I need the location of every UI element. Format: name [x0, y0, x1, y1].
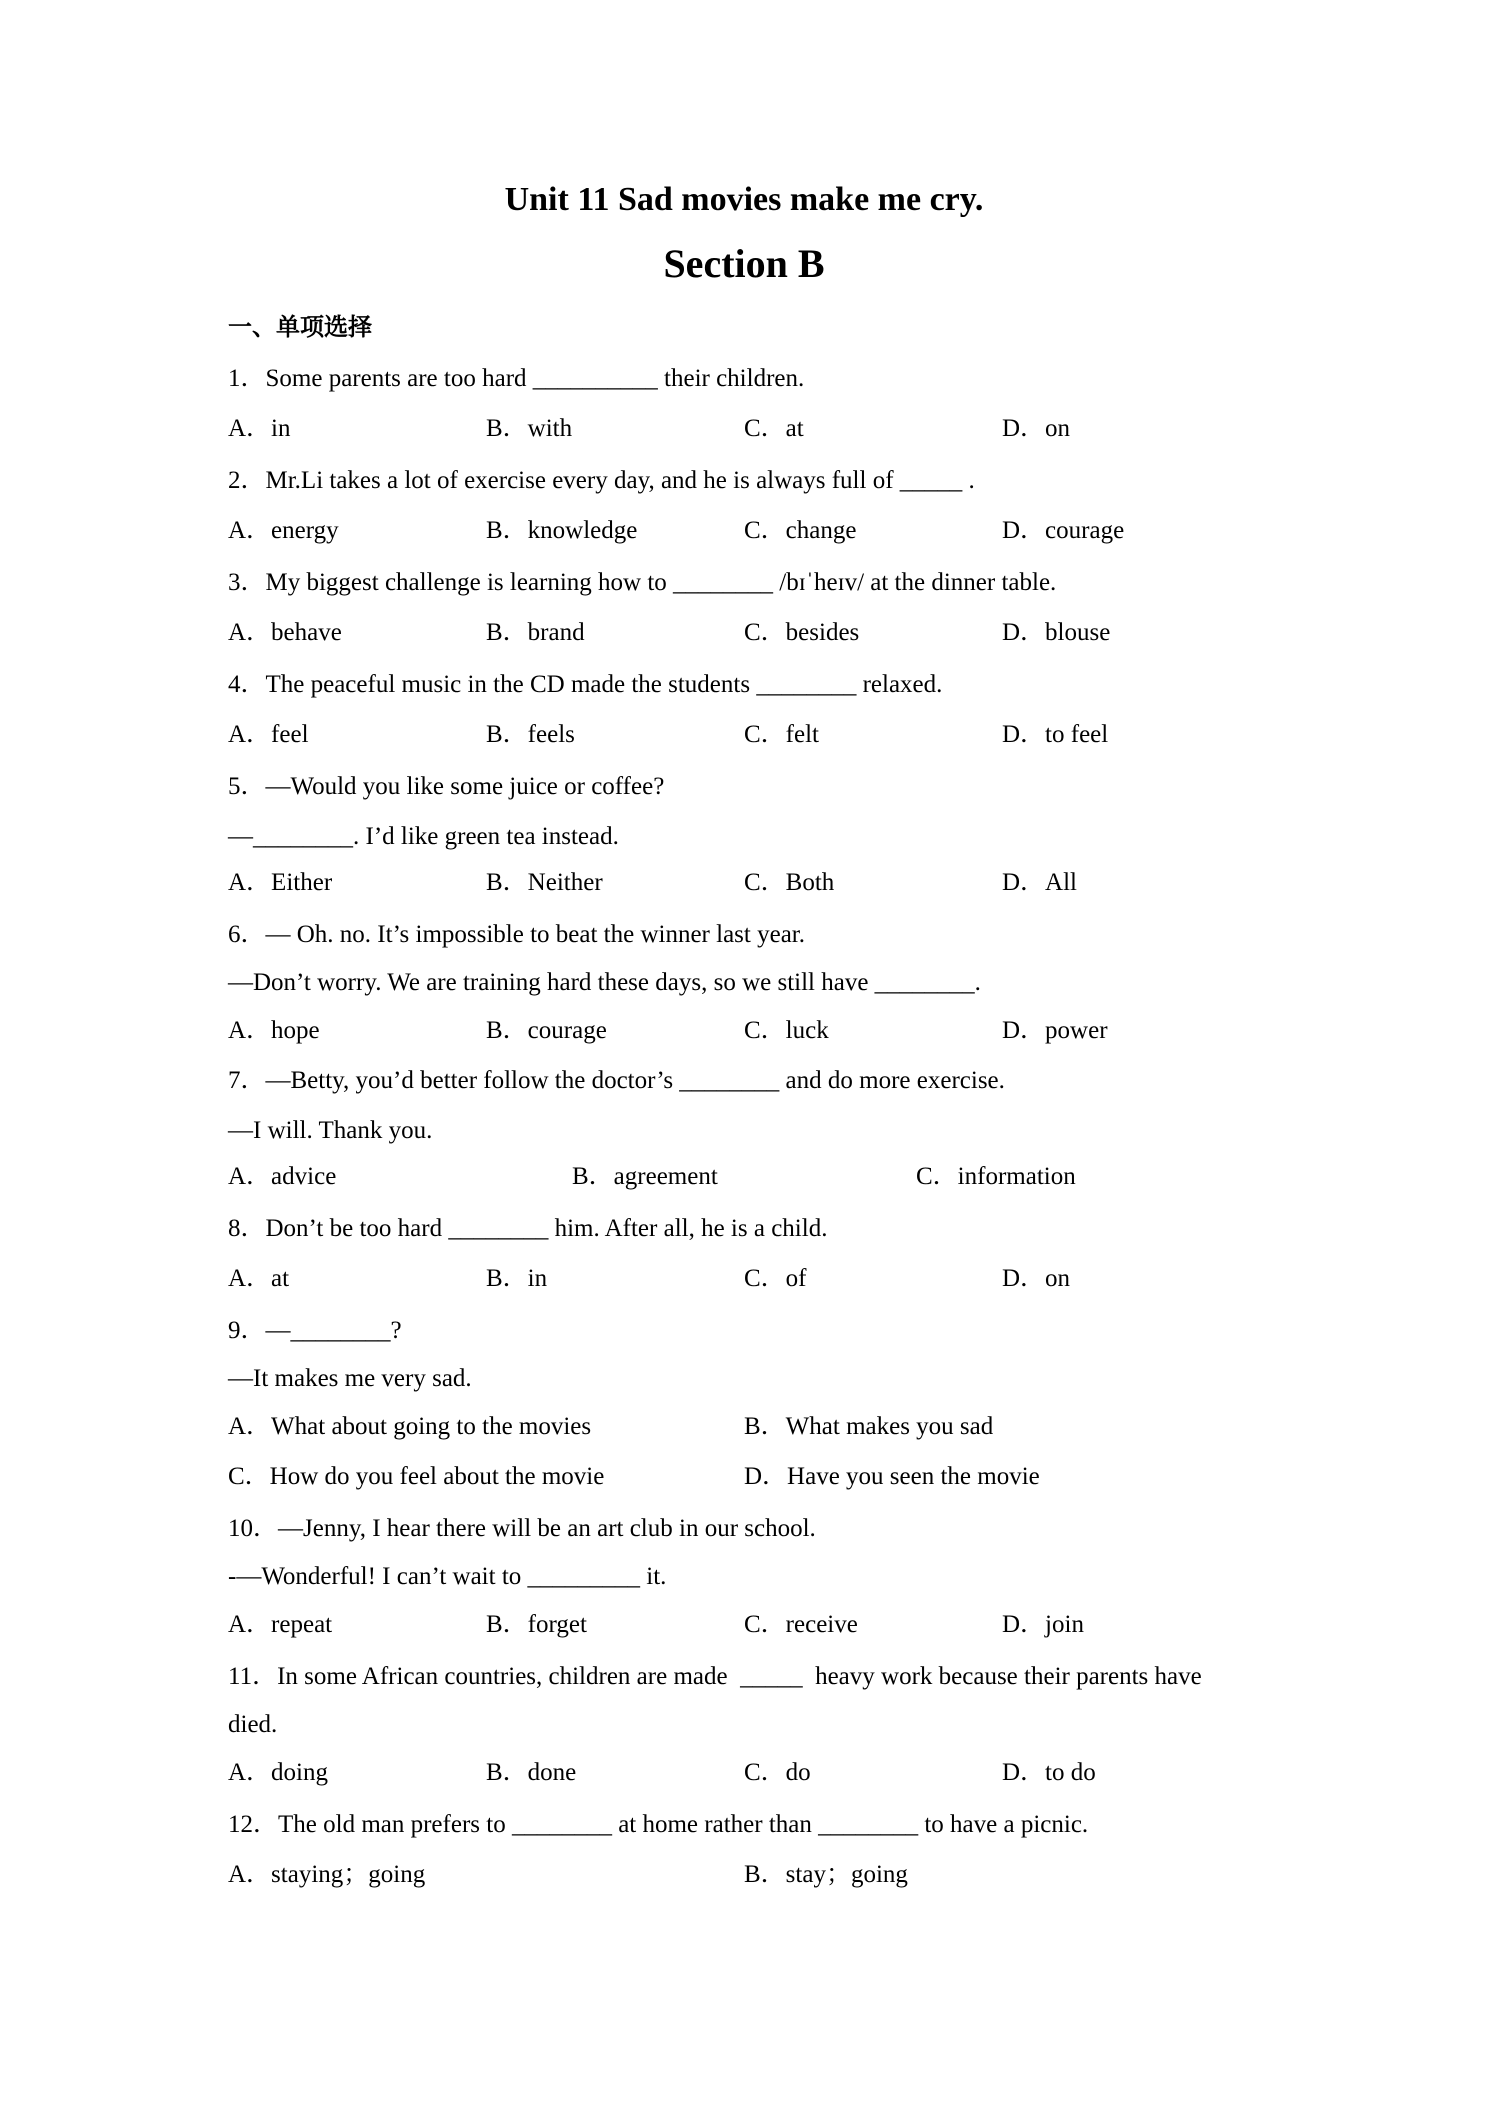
answer-option: A．feel — [228, 721, 309, 748]
answer-option: A．energy — [228, 517, 339, 544]
answer-option: C．besides — [744, 619, 860, 646]
answer-option: B．Neither — [486, 869, 603, 896]
answer-option: B．feels — [486, 721, 575, 748]
answer-option: C．felt — [744, 721, 819, 748]
answer-option: C．How do you feel about the movie — [228, 1463, 605, 1490]
answer-option: A．Either — [228, 869, 333, 896]
answer-option: C．of — [744, 1265, 807, 1292]
answer-option: D．courage — [1002, 517, 1125, 544]
question-stem: 2．Mr.Li takes a lot of exercise every day, and he is always full of _____ . — [228, 467, 975, 494]
answer-option: A．staying；going — [228, 1861, 426, 1888]
question-stem: 1．Some parents are too hard __________ their children. — [228, 365, 805, 392]
answer-option: C．information — [916, 1163, 1076, 1190]
answer-option: A．repeat — [228, 1611, 333, 1638]
answer-option: A．hope — [228, 1017, 320, 1044]
answer-option: D．join — [1002, 1611, 1084, 1638]
answer-option: B．forget — [486, 1611, 587, 1638]
answer-option: D．to feel — [1002, 721, 1109, 748]
answer-option: C．do — [744, 1759, 811, 1786]
answer-option: A．What about going to the movies — [228, 1413, 592, 1440]
answer-option: D．Have you seen the movie — [744, 1463, 1040, 1490]
answer-option: A．behave — [228, 619, 342, 646]
question-continuation: —Don’t worry. We are training hard these days, so we still have ________. — [228, 969, 981, 996]
answer-option: A．in — [228, 415, 291, 442]
question-stem: 12．The old man prefers to ________ at home rather than ________ to have a picnic. — [228, 1811, 1089, 1838]
answer-option: B．courage — [486, 1017, 607, 1044]
page-title: Unit 11 Sad movies make me cry. — [504, 181, 984, 218]
answer-option: C．receive — [744, 1611, 858, 1638]
answer-option: C．Both — [744, 869, 835, 896]
answer-option: D．blouse — [1002, 619, 1111, 646]
question-stem: 3．My biggest challenge is learning how to ________ /bɪˈheɪv/ at the dinner table. — [228, 569, 1057, 596]
page-subtitle: Section B — [663, 241, 825, 286]
question-stem: 11．In some African countries, children are made _____ heavy work because their parents have — [228, 1663, 1202, 1690]
answer-option: D．power — [1002, 1017, 1108, 1044]
answer-option: C．change — [744, 517, 857, 544]
answer-option: A．advice — [228, 1163, 337, 1190]
answer-option: D．on — [1002, 1265, 1071, 1292]
answer-option: B．What makes you sad — [744, 1413, 994, 1440]
answer-option: C．at — [744, 415, 804, 442]
answer-option: B．with — [486, 415, 573, 442]
answer-option: B．knowledge — [486, 517, 638, 544]
question-continuation: died. — [228, 1711, 278, 1738]
answer-option: A．at — [228, 1265, 290, 1292]
question-stem: 4．The peaceful music in the CD made the students ________ relaxed. — [228, 671, 943, 698]
question-stem: 9．—________? — [228, 1317, 402, 1344]
answer-option: B．brand — [486, 619, 585, 646]
answer-option: C．luck — [744, 1017, 829, 1044]
question-continuation: —It makes me very sad. — [228, 1365, 472, 1392]
answer-option: B．agreement — [572, 1163, 718, 1190]
answer-option: A．doing — [228, 1759, 329, 1786]
question-stem: 6．— Oh. no. It’s impossible to beat the winner last year. — [228, 921, 805, 948]
question-stem: 7．—Betty, you’d better follow the doctor’s ________ and do more exercise. — [228, 1067, 1005, 1094]
answer-option: D．on — [1002, 415, 1071, 442]
answer-option: D．All — [1002, 869, 1078, 896]
answer-option: D．to do — [1002, 1759, 1096, 1786]
question-continuation: —I will. Thank you. — [228, 1117, 433, 1144]
question-stem: 10．—Jenny, I hear there will be an art club in our school. — [228, 1515, 816, 1542]
question-continuation: —________. I’d like green tea instead. — [228, 823, 619, 850]
question-stem: 5．—Would you like some juice or coffee? — [228, 773, 665, 800]
question-stem: 8．Don’t be too hard ________ him. After all, he is a child. — [228, 1215, 828, 1242]
answer-option: B．done — [486, 1759, 577, 1786]
section-heading: 一、单项选择 — [228, 313, 372, 341]
answer-option: B．stay；going — [744, 1861, 908, 1888]
answer-option: B．in — [486, 1265, 548, 1292]
question-continuation: -—Wonderful! I can’t wait to _________ it. — [228, 1563, 667, 1590]
